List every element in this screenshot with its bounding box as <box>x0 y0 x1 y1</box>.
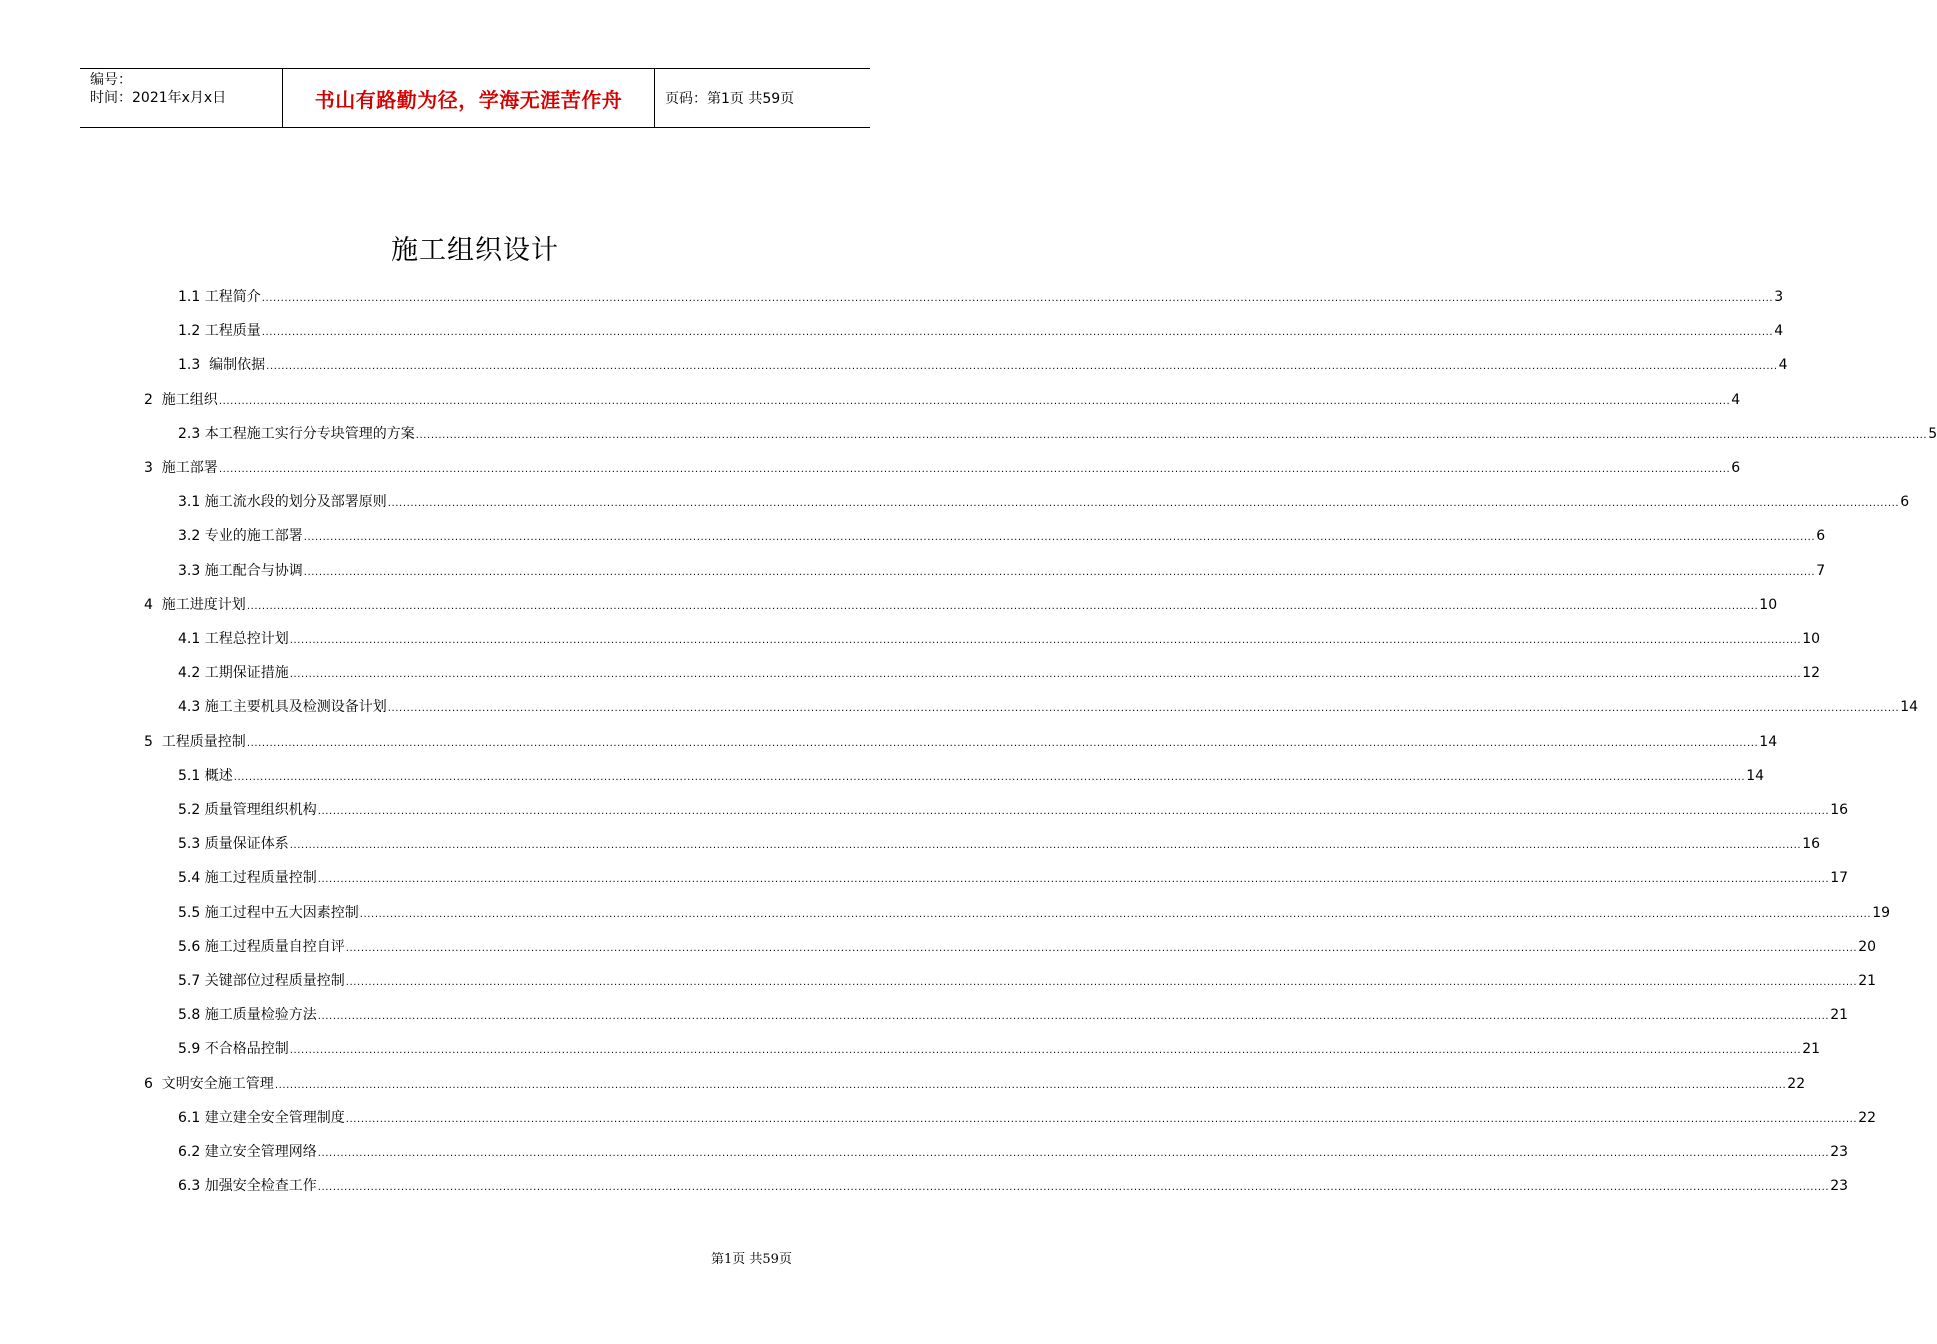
toc-entry-label: 3.3 施工配合与协调 <box>178 562 303 579</box>
toc-entry[interactable] <box>178 320 1784 342</box>
toc-dot-leader: ................................................................................................................................................................................................................................................................................................................................................................................................................ <box>345 942 1858 954</box>
toc-entry[interactable] <box>144 457 1741 479</box>
toc-entry-label: 3.2 专业的施工部署 <box>178 528 303 545</box>
toc-entry[interactable] <box>178 833 1821 855</box>
toc-dot-leader: ................................................................................................................................................................................................................................................................................................................................................................................................................ <box>317 1011 1830 1023</box>
toc-dot-leader: ................................................................................................................................................................................................................................................................................................................................................................................................................ <box>317 874 1830 886</box>
toc-entry-label: 5.5 施工过程中五大因素控制 <box>178 904 359 921</box>
header-meta <box>80 69 282 127</box>
toc-entry[interactable] <box>178 662 1821 684</box>
toc-entry-page-number: 14 <box>1900 699 1919 716</box>
toc-entry-page-number: 22 <box>1858 1109 1877 1126</box>
toc-entry-label: 4 施工进度计划 <box>144 596 246 613</box>
toc-dot-leader: ................................................................................................................................................................................................................................................................................................................................................................................................................ <box>303 532 1816 544</box>
toc-entry[interactable] <box>178 902 1891 924</box>
toc-dot-leader: ................................................................................................................................................................................................................................................................................................................................................................................................................ <box>415 429 1928 441</box>
toc-dot-leader: ................................................................................................................................................................................................................................................................................................................................................................................................................ <box>261 293 1774 304</box>
toc-entry-label: 6.3 加强安全检查工作 <box>178 1178 317 1195</box>
toc-entry-label: 1.1 工程简介 <box>178 289 261 305</box>
toc-entry-label: 5.8 施工质量检验方法 <box>178 1007 317 1024</box>
toc-entry[interactable] <box>144 594 1778 616</box>
toc-dot-leader: ................................................................................................................................................................................................................................................................................................................................................................................................................ <box>289 635 1802 646</box>
toc-entry-page-number: 4 <box>1778 357 1788 374</box>
document-date: 时间：2021年x月x日 <box>90 90 227 106</box>
toc-entry-label: 5.7 关键部位过程质量控制 <box>178 973 345 989</box>
toc-entry-label: 4.2 工期保证措施 <box>178 665 289 682</box>
toc-dot-leader: ................................................................................................................................................................................................................................................................................................................................................................................................................ <box>274 1079 1787 1091</box>
document-number-label: 编号： <box>90 72 132 88</box>
toc-entry-page-number: 7 <box>1816 562 1826 579</box>
toc-dot-leader: ................................................................................................................................................................................................................................................................................................................................................................................................................ <box>289 1045 1802 1057</box>
toc-dot-leader: ................................................................................................................................................................................................................................................................................................................................................................................................................ <box>317 1148 1830 1159</box>
toc-entry-page-number: 4 <box>1731 391 1741 408</box>
toc-entry[interactable] <box>178 970 1877 992</box>
toc-entry-label: 5 工程质量控制 <box>144 733 246 750</box>
toc-entry[interactable] <box>178 1107 1877 1129</box>
toc-entry[interactable] <box>178 1004 1849 1026</box>
toc-entry-label: 6.1 建立建全安全管理制度 <box>178 1109 345 1126</box>
toc-dot-leader: ................................................................................................................................................................................................................................................................................................................................................................................................................ <box>345 977 1858 988</box>
toc-entry-page-number: 23 <box>1830 1144 1849 1160</box>
toc-entry[interactable] <box>178 354 1788 376</box>
toc-dot-leader: ................................................................................................................................................................................................................................................................................................................................................................................................................ <box>218 395 1731 407</box>
toc-dot-leader: ................................................................................................................................................................................................................................................................................................................................................................................................................ <box>266 361 1778 373</box>
toc-entry-label: 1.3 编制依据 <box>178 357 266 374</box>
toc-entry[interactable] <box>178 491 1910 513</box>
toc-dot-leader: ................................................................................................................................................................................................................................................................................................................................................................................................................ <box>261 327 1774 339</box>
toc-entry-page-number: 16 <box>1802 836 1821 853</box>
toc-dot-leader: ................................................................................................................................................................................................................................................................................................................................................................................................................ <box>345 1113 1858 1125</box>
toc-entry-label: 1.2 工程质量 <box>178 323 261 340</box>
toc-entry-label: 2 施工组织 <box>144 391 218 408</box>
toc-dot-leader: ................................................................................................................................................................................................................................................................................................................................................................................................................ <box>289 669 1802 681</box>
toc-entry[interactable] <box>178 423 1937 445</box>
toc-entry-page-number: 20 <box>1858 938 1877 955</box>
toc-entry-page-number: 12 <box>1802 665 1821 682</box>
header-page-info: 页码：第1页 共59页 <box>665 91 795 107</box>
toc-entry-label: 6 文明安全施工管理 <box>144 1075 274 1092</box>
toc-dot-leader: ................................................................................................................................................................................................................................................................................................................................................................................................................ <box>303 566 1816 578</box>
toc-dot-leader: ................................................................................................................................................................................................................................................................................................................................................................................................................ <box>359 908 1872 920</box>
toc-entry-page-number: 21 <box>1830 1007 1849 1024</box>
toc-dot-leader: ................................................................................................................................................................................................................................................................................................................................................................................................................ <box>387 703 1900 715</box>
toc-entry-label: 6.2 建立安全管理网络 <box>178 1144 317 1160</box>
toc-entry-label: 4.3 施工主要机具及检测设备计划 <box>178 699 387 716</box>
toc-entry-label: 5.4 施工过程质量控制 <box>178 870 317 887</box>
toc-entry-page-number: 14 <box>1759 733 1778 750</box>
page-footer: 第1页 共59页 <box>711 1252 792 1267</box>
page-header <box>80 68 870 128</box>
toc-dot-leader: ................................................................................................................................................................................................................................................................................................................................................................................................................ <box>246 600 1759 612</box>
toc-entry-page-number: 6 <box>1816 528 1826 545</box>
toc-entry-label: 5.6 施工过程质量自控自评 <box>178 938 345 955</box>
toc-entry[interactable] <box>178 799 1849 821</box>
toc-entry[interactable] <box>178 1175 1849 1197</box>
toc-entry[interactable] <box>178 867 1849 889</box>
toc-entry[interactable] <box>178 286 1784 308</box>
toc-entry[interactable] <box>178 628 1821 650</box>
toc-entry[interactable] <box>178 936 1877 958</box>
document-title: 施工组织设计 <box>391 235 559 266</box>
toc-entry[interactable] <box>178 560 1826 582</box>
toc-dot-leader: ................................................................................................................................................................................................................................................................................................................................................................................................................ <box>233 771 1746 783</box>
toc-entry-page-number: 6 <box>1731 460 1741 476</box>
toc-entry[interactable] <box>178 696 1919 718</box>
toc-entry-page-number: 4 <box>1774 323 1784 340</box>
toc-dot-leader: ................................................................................................................................................................................................................................................................................................................................................................................................................ <box>246 737 1759 749</box>
toc-entry-label: 5.1 概述 <box>178 767 233 784</box>
toc-entry-page-number: 17 <box>1830 870 1849 887</box>
toc-entry-page-number: 10 <box>1759 596 1778 613</box>
toc-entry-page-number: 22 <box>1787 1075 1806 1092</box>
toc-entry-label: 3 施工部署 <box>144 460 218 476</box>
toc-entry[interactable] <box>144 731 1778 753</box>
toc-entry[interactable] <box>144 1073 1806 1095</box>
toc-entry-label: 5.9 不合格品控制 <box>178 1041 289 1058</box>
toc-dot-leader: ................................................................................................................................................................................................................................................................................................................................................................................................................ <box>289 840 1802 852</box>
toc-entry-label: 3.1 施工流水段的划分及部署原则 <box>178 494 387 511</box>
toc-entry-page-number: 16 <box>1830 802 1849 818</box>
toc-entry-page-number: 14 <box>1746 767 1765 784</box>
toc-entry-label: 5.2 质量管理组织机构 <box>178 802 317 818</box>
toc-entry-page-number: 21 <box>1802 1041 1821 1058</box>
toc-entry-page-number: 23 <box>1830 1178 1849 1195</box>
toc-dot-leader: ................................................................................................................................................................................................................................................................................................................................................................................................................ <box>317 806 1830 817</box>
toc-entry-page-number: 21 <box>1858 973 1877 989</box>
toc-entry[interactable] <box>178 765 1765 787</box>
toc-entry[interactable] <box>178 1038 1821 1060</box>
toc-entry-page-number: 3 <box>1774 289 1784 305</box>
toc-entry-label: 4.1 工程总控计划 <box>178 631 289 647</box>
toc-dot-leader: ................................................................................................................................................................................................................................................................................................................................................................................................................ <box>317 1182 1830 1194</box>
toc-entry-page-number: 6 <box>1900 494 1910 511</box>
toc-entry[interactable] <box>178 525 1826 547</box>
toc-entry-label: 5.3 质量保证体系 <box>178 836 289 853</box>
toc-dot-leader: ................................................................................................................................................................................................................................................................................................................................................................................................................ <box>387 498 1900 510</box>
toc-entry[interactable] <box>144 389 1741 411</box>
toc-entry-page-number: 5 <box>1928 425 1937 442</box>
toc-dot-leader: ................................................................................................................................................................................................................................................................................................................................................................................................................ <box>218 464 1731 475</box>
header-motto: 书山有路勤为径，学海无涯苦作舟 <box>282 69 655 127</box>
toc-entry-label: 2.3 本工程施工实行分专块管理的方案 <box>178 425 415 442</box>
toc-entry[interactable] <box>178 1141 1849 1163</box>
toc-entry-page-number: 10 <box>1802 631 1821 647</box>
toc-entry-page-number: 19 <box>1872 904 1891 921</box>
